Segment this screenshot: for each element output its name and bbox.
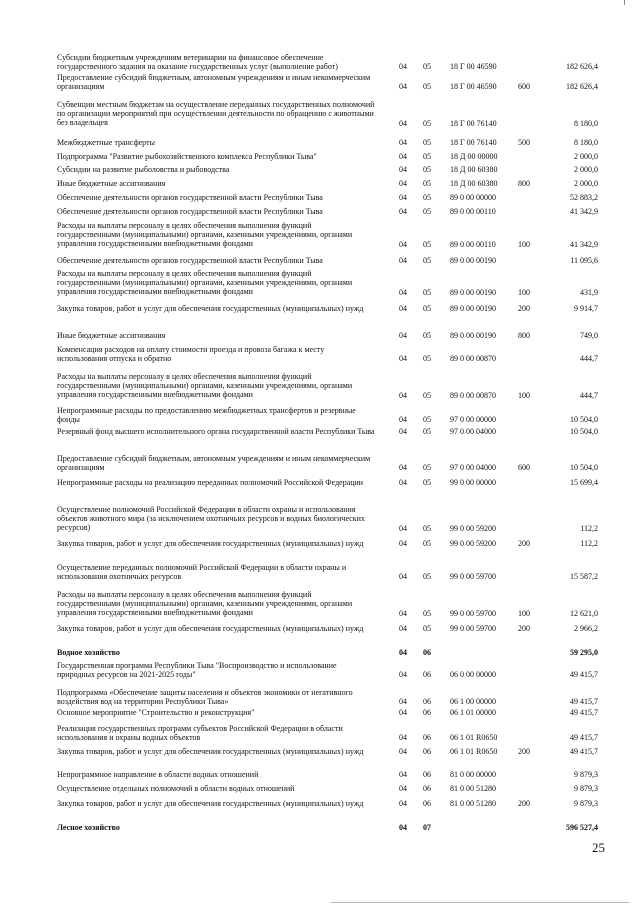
page-number: 25 <box>592 840 605 855</box>
row-sum: 9 879,3 <box>574 770 598 779</box>
row-csr: 81 0 00 51280 <box>450 799 496 808</box>
row-name: Компенсация расходов на оплату стоимости проезда и провоза багажа к месту использования отпуска и обратно <box>57 345 325 364</box>
row-sub: 05 <box>423 331 431 340</box>
row-csr: 99 0 00 59700 <box>450 624 496 633</box>
row-sec: 04 <box>399 624 407 633</box>
row-sum: 2 000,0 <box>574 165 598 174</box>
row-sec: 04 <box>399 539 407 548</box>
row-sec: 04 <box>399 823 407 832</box>
row-vr: 600 <box>518 462 530 472</box>
row-csr: 99 0 00 00000 <box>450 478 496 487</box>
row-sec: 04 <box>399 81 407 91</box>
row-sec: 04 <box>399 648 407 657</box>
row-name: Закупка товаров, работ и услуг для обеспечения государственных (муниципальных) нужд <box>57 304 364 313</box>
row-sum: 52 883,2 <box>570 193 598 202</box>
row-name: Предоставление субсидий бюджетным, автономным учреждениям и иным некоммерческим организациям <box>57 454 371 473</box>
row-name: Расходы на выплаты персоналу в целях обеспечения выполнения функций государственными (муниципальными) органами, казенными учреждениями, органами управления государственными внебюджетными фондами <box>57 221 353 249</box>
row-sum: 41 342,9 <box>570 239 598 249</box>
row-sum: 749,0 <box>580 331 598 340</box>
row-sum: 8 180,0 <box>574 118 598 128</box>
row-sub: 05 <box>423 152 431 161</box>
row-sum: 2 000,0 <box>574 179 598 188</box>
row-sum: 444,7 <box>580 390 598 400</box>
row-csr: 99 0 00 59200 <box>450 539 496 548</box>
row-sub: 05 <box>423 390 431 400</box>
row-sec: 04 <box>399 799 407 808</box>
row-name: Основное мероприятие "Строительство и реконструкция" <box>57 708 255 717</box>
row-csr: 18 Г 00 76140 <box>450 138 497 147</box>
row-name: Субвенции местным бюджетам на осуществление переданных государственных полномочий по организации мероприятий при осуществлении деятельности по обращению с животными без владельцев <box>57 100 375 128</box>
row-vr: 100 <box>518 390 530 400</box>
row-sub: 05 <box>423 61 431 71</box>
row-csr: 81 0 00 51280 <box>450 784 496 793</box>
row-sec: 04 <box>399 732 407 742</box>
row-name: Иные бюджетные ассигнования <box>57 331 166 340</box>
row-sec: 04 <box>399 427 407 436</box>
row-sub: 06 <box>423 669 431 679</box>
row-csr: 18 Г 00 76140 <box>450 118 497 128</box>
row-name: Осуществление полномочий Российской Федерации в области охраны и использования объектов животного мира (за исключением охотничьих ресурсов и водных биологических ресурсов) <box>57 505 365 533</box>
row-sub: 05 <box>423 523 431 533</box>
row-sum: 15 587,2 <box>570 571 598 581</box>
row-sec: 04 <box>399 287 407 297</box>
row-sub: 06 <box>423 770 431 779</box>
row-csr: 89 0 00 00000 <box>450 193 496 202</box>
row-sec: 04 <box>399 747 407 756</box>
row-sec: 04 <box>399 608 407 618</box>
row-sub: 05 <box>423 353 431 363</box>
row-sum: 49 415,7 <box>570 747 598 756</box>
row-sub: 06 <box>423 747 431 756</box>
row-sec: 04 <box>399 207 407 216</box>
row-sum: 15 699,4 <box>570 478 598 487</box>
row-sum: 49 415,7 <box>570 696 598 706</box>
row-sub: 05 <box>423 118 431 128</box>
row-csr: 89 0 00 00190 <box>450 256 496 265</box>
row-csr: 18 Г 00 46590 <box>450 61 497 71</box>
row-csr: 06 1 01 R0650 <box>450 732 498 742</box>
row-name: Водное хозяйство <box>57 648 120 657</box>
row-sum: 444,7 <box>580 353 598 363</box>
row-name: Предоставление субсидий бюджетным, автономным учреждениям и иным некоммерческим организациям <box>57 73 371 92</box>
row-name: Непрограммное направление в области водных отношений <box>57 770 259 779</box>
row-sec: 04 <box>399 179 407 188</box>
row-csr: 99 0 00 59700 <box>450 608 496 618</box>
row-name: Обеспечение деятельности органов государственной власти Республики Тыва <box>57 193 323 202</box>
row-name: Обеспечение деятельности органов государственной власти Республики Тыва <box>57 256 323 265</box>
row-csr: 18 Д 00 00000 <box>450 152 498 161</box>
row-name: Иные бюджетные ассигнования <box>57 179 166 188</box>
row-sum: 10 504,0 <box>570 427 598 436</box>
row-csr: 97 0 00 00000 <box>450 414 496 424</box>
row-sub: 05 <box>423 427 431 436</box>
row-vr: 100 <box>518 239 530 249</box>
row-sub: 05 <box>423 478 431 487</box>
row-sub: 06 <box>423 732 431 742</box>
row-csr: 06 1 01 R0650 <box>450 747 498 756</box>
row-csr: 06 0 00 00000 <box>450 669 496 679</box>
row-name: Субсидии бюджетным учреждениям ветеринарии на финансовое обеспечение государственного задания на оказание государственных услуг (выполнение работ) <box>57 53 338 72</box>
row-csr: 89 0 00 00110 <box>450 239 496 249</box>
row-sec: 04 <box>399 414 407 424</box>
row-csr: 97 0 00 04000 <box>450 462 496 472</box>
row-sum: 11 095,6 <box>570 256 598 265</box>
row-sum: 9 879,3 <box>574 799 598 808</box>
row-name: Подпрограмма "Развитие рыбохозяйственного комплекса Республики Тыва" <box>57 152 317 161</box>
row-sum: 49 415,7 <box>570 708 598 717</box>
row-sec: 04 <box>399 165 407 174</box>
row-sec: 04 <box>399 523 407 533</box>
row-sum: 2 966,2 <box>574 624 598 633</box>
row-sec: 04 <box>399 118 407 128</box>
row-sub: 05 <box>423 414 431 424</box>
row-vr: 200 <box>518 539 530 548</box>
row-sum: 10 504,0 <box>570 414 598 424</box>
row-sub: 05 <box>423 256 431 265</box>
row-sub: 06 <box>423 708 431 717</box>
row-name: Закупка товаров, работ и услуг для обеспечения государственных (муниципальных) нужд <box>57 747 364 756</box>
row-sum: 9 879,3 <box>574 784 598 793</box>
row-sec: 04 <box>399 61 407 71</box>
row-csr: 89 0 00 00190 <box>450 287 496 297</box>
row-vr: 800 <box>518 179 530 188</box>
row-sum: 112,2 <box>580 523 598 533</box>
row-name: Закупка товаров, работ и услуг для обеспечения государственных (муниципальных) нужд <box>57 624 364 633</box>
row-csr: 89 0 00 00190 <box>450 331 496 340</box>
row-name: Закупка товаров, работ и услуг для обеспечения государственных (муниципальных) нужд <box>57 539 364 548</box>
row-sub: 06 <box>423 784 431 793</box>
row-sec: 04 <box>399 193 407 202</box>
row-sub: 05 <box>423 165 431 174</box>
row-name: Непрограммные расходы по предоставлению межбюджетных трансфертов и резервные фонды <box>57 406 356 425</box>
row-sub: 05 <box>423 539 431 548</box>
row-sub: 05 <box>423 81 431 91</box>
row-sec: 04 <box>399 304 407 313</box>
row-sub: 05 <box>423 138 431 147</box>
row-csr: 97 0 00 04000 <box>450 427 496 436</box>
row-sec: 04 <box>399 353 407 363</box>
row-vr: 200 <box>518 624 530 633</box>
row-name: Резервный фонд высшего исполнительного органа государственной власти Республики Тыва <box>57 427 375 436</box>
row-sec: 04 <box>399 770 407 779</box>
row-sec: 04 <box>399 239 407 249</box>
row-csr: 89 0 00 00870 <box>450 353 496 363</box>
row-csr: 81 0 00 00000 <box>450 770 496 779</box>
row-sec: 04 <box>399 390 407 400</box>
row-sum: 49 415,7 <box>570 669 598 679</box>
row-name: Государственная программа Республики Тыва "Воспроизводство и использование природных ресурсов на 2021-2025 годы" <box>57 661 337 680</box>
row-sub: 06 <box>423 696 431 706</box>
row-sum: 8 180,0 <box>574 138 598 147</box>
row-sum: 112,2 <box>580 539 598 548</box>
row-csr: 99 0 00 59200 <box>450 523 496 533</box>
row-vr: 200 <box>518 747 530 756</box>
row-sub: 05 <box>423 179 431 188</box>
row-sum: 9 914,7 <box>574 304 598 313</box>
row-sub: 06 <box>423 648 431 657</box>
row-sub: 05 <box>423 193 431 202</box>
row-sec: 04 <box>399 784 407 793</box>
row-sub: 05 <box>423 239 431 249</box>
row-sub: 05 <box>423 608 431 618</box>
row-sec: 04 <box>399 669 407 679</box>
row-sec: 04 <box>399 478 407 487</box>
row-vr: 800 <box>518 331 530 340</box>
row-name: Реализация государственных программ субъектов Российской Федерации в области использования и охраны водных объектов <box>57 724 343 743</box>
row-sec: 04 <box>399 138 407 147</box>
row-sum: 182 626,4 <box>566 81 598 91</box>
scan-mark-top <box>624 0 625 5</box>
row-sum: 49 415,7 <box>570 732 598 742</box>
row-csr: 89 0 00 00870 <box>450 390 496 400</box>
row-name: Осуществление переданных полномочий Российской Федерации в области охраны и использования охотничьих ресурсов <box>57 563 347 582</box>
row-name: Расходы на выплаты персоналу в целях обеспечения выполнения функций государственными (муниципальными) органами, казенными учреждениями, органами управления государственными внебюджетными фондами <box>57 269 353 297</box>
row-vr: 100 <box>518 608 530 618</box>
row-sub: 05 <box>423 304 431 313</box>
row-vr: 200 <box>518 304 530 313</box>
row-csr: 06 1 00 00000 <box>450 696 496 706</box>
row-csr: 18 Д 00 60380 <box>450 179 498 188</box>
row-name: Непрограммные расходы на реализацию переданных полномочий Российской Федерации <box>57 478 364 487</box>
row-sum: 10 504,0 <box>570 462 598 472</box>
row-sec: 04 <box>399 708 407 717</box>
row-sum: 59 295,0 <box>570 648 598 657</box>
row-vr: 600 <box>518 81 530 91</box>
row-csr: 18 Д 00 60380 <box>450 165 498 174</box>
row-name: Лесное хозяйство <box>57 823 120 832</box>
row-name: Расходы на выплаты персоналу в целях обеспечения выполнения функций государственными (муниципальными) органами, казенными учреждениями, органами управления государственными внебюджетными фондами <box>57 372 353 400</box>
row-csr: 99 0 00 59700 <box>450 571 496 581</box>
row-csr: 18 Г 00 46590 <box>450 81 497 91</box>
row-sum: 12 621,0 <box>570 608 598 618</box>
row-csr: 06 1 01 00000 <box>450 708 496 717</box>
row-sub: 06 <box>423 799 431 808</box>
row-sec: 04 <box>399 152 407 161</box>
row-sum: 182 626,4 <box>566 61 598 71</box>
row-sec: 04 <box>399 256 407 265</box>
row-vr: 200 <box>518 799 530 808</box>
row-vr: 500 <box>518 138 530 147</box>
row-name: Расходы на выплаты персоналу в целях обеспечения выполнения функций государственными (муниципальными) органами, казенными учреждениями, органами управления государственными внебюджетными фондами <box>57 590 353 618</box>
row-sub: 07 <box>423 823 431 832</box>
row-sub: 05 <box>423 571 431 581</box>
row-sec: 04 <box>399 462 407 472</box>
row-sub: 05 <box>423 287 431 297</box>
row-name: Закупка товаров, работ и услуг для обеспечения государственных (муниципальных) нужд <box>57 799 364 808</box>
row-name: Субсидии на развитие рыболовства и рыбоводства <box>57 165 230 174</box>
row-vr: 100 <box>518 287 530 297</box>
row-sum: 2 000,0 <box>574 152 598 161</box>
row-name: Осуществление отдельных полномочий в области водных отношений <box>57 784 295 793</box>
row-name: Подпрограмма «Обеспечение защиты населения и объектов экономики от негативного воздействия вод на территории Республики Тыва» <box>57 688 353 707</box>
row-sub: 05 <box>423 462 431 472</box>
row-sec: 04 <box>399 696 407 706</box>
row-sum: 596 527,4 <box>566 823 598 832</box>
row-csr: 89 0 00 00110 <box>450 207 496 216</box>
row-name: Межбюджетные трансферты <box>57 138 155 147</box>
row-sec: 04 <box>399 331 407 340</box>
row-sum: 431,9 <box>580 287 598 297</box>
row-sub: 05 <box>423 624 431 633</box>
row-name: Обеспечение деятельности органов государственной власти Республики Тыва <box>57 207 323 216</box>
row-sub: 05 <box>423 207 431 216</box>
row-sum: 41 342,9 <box>570 207 598 216</box>
row-csr: 89 0 00 00190 <box>450 304 496 313</box>
row-sec: 04 <box>399 571 407 581</box>
scan-mark-bottom <box>330 902 630 903</box>
